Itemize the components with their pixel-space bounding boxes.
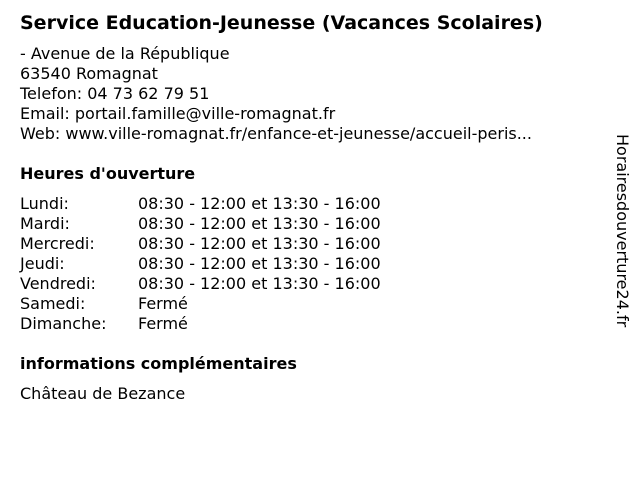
day-label: Jeudi: xyxy=(20,254,65,273)
hours-row-jeudi xyxy=(20,254,381,274)
info-text: Château de Bezance xyxy=(20,384,186,403)
hours-heading: Heures d'ouverture xyxy=(20,164,196,183)
day-time: Fermé xyxy=(138,314,188,333)
day-time: 08:30 - 12:00 et 13:30 - 16:00 xyxy=(138,254,381,273)
day-time: Fermé xyxy=(138,294,188,313)
day-label: Dimanche: xyxy=(20,314,107,333)
day-label: Vendredi: xyxy=(20,274,96,293)
web-text[interactable]: Web: www.ville-romagnat.fr/enfance-et-jeunesse/accueil-peris... xyxy=(20,124,532,143)
email-text[interactable]: Email: portail.famille@ville-romagnat.fr xyxy=(20,104,336,123)
day-label: Lundi: xyxy=(20,194,69,213)
hours-table xyxy=(20,194,381,334)
day-time: 08:30 - 12:00 et 13:30 - 16:00 xyxy=(138,234,381,253)
hours-row-samedi xyxy=(20,294,381,314)
side-brand-text: Horairesdouverture24.fr xyxy=(613,134,632,328)
address-city: 63540 Romagnat xyxy=(20,64,158,83)
day-label: Mardi: xyxy=(20,214,70,233)
phone-text[interactable]: Telefon: 04 73 62 79 51 xyxy=(20,84,210,103)
hours-row-lundi xyxy=(20,194,381,214)
info-heading: informations complémentaires xyxy=(20,354,297,373)
page-title: Service Education-Jeunesse (Vacances Scolaires) xyxy=(20,12,543,34)
hours-row-mercredi xyxy=(20,234,381,254)
day-time: 08:30 - 12:00 et 13:30 - 16:00 xyxy=(138,274,381,293)
day-label: Samedi: xyxy=(20,294,86,313)
hours-row-mardi xyxy=(20,214,381,234)
day-label: Mercredi: xyxy=(20,234,95,253)
hours-row-dimanche xyxy=(20,314,381,334)
day-time: 08:30 - 12:00 et 13:30 - 16:00 xyxy=(138,214,381,233)
address-block xyxy=(20,44,532,144)
hours-row-vendredi xyxy=(20,274,381,294)
address-street: - Avenue de la République xyxy=(20,44,230,63)
day-time: 08:30 - 12:00 et 13:30 - 16:00 xyxy=(138,194,381,213)
